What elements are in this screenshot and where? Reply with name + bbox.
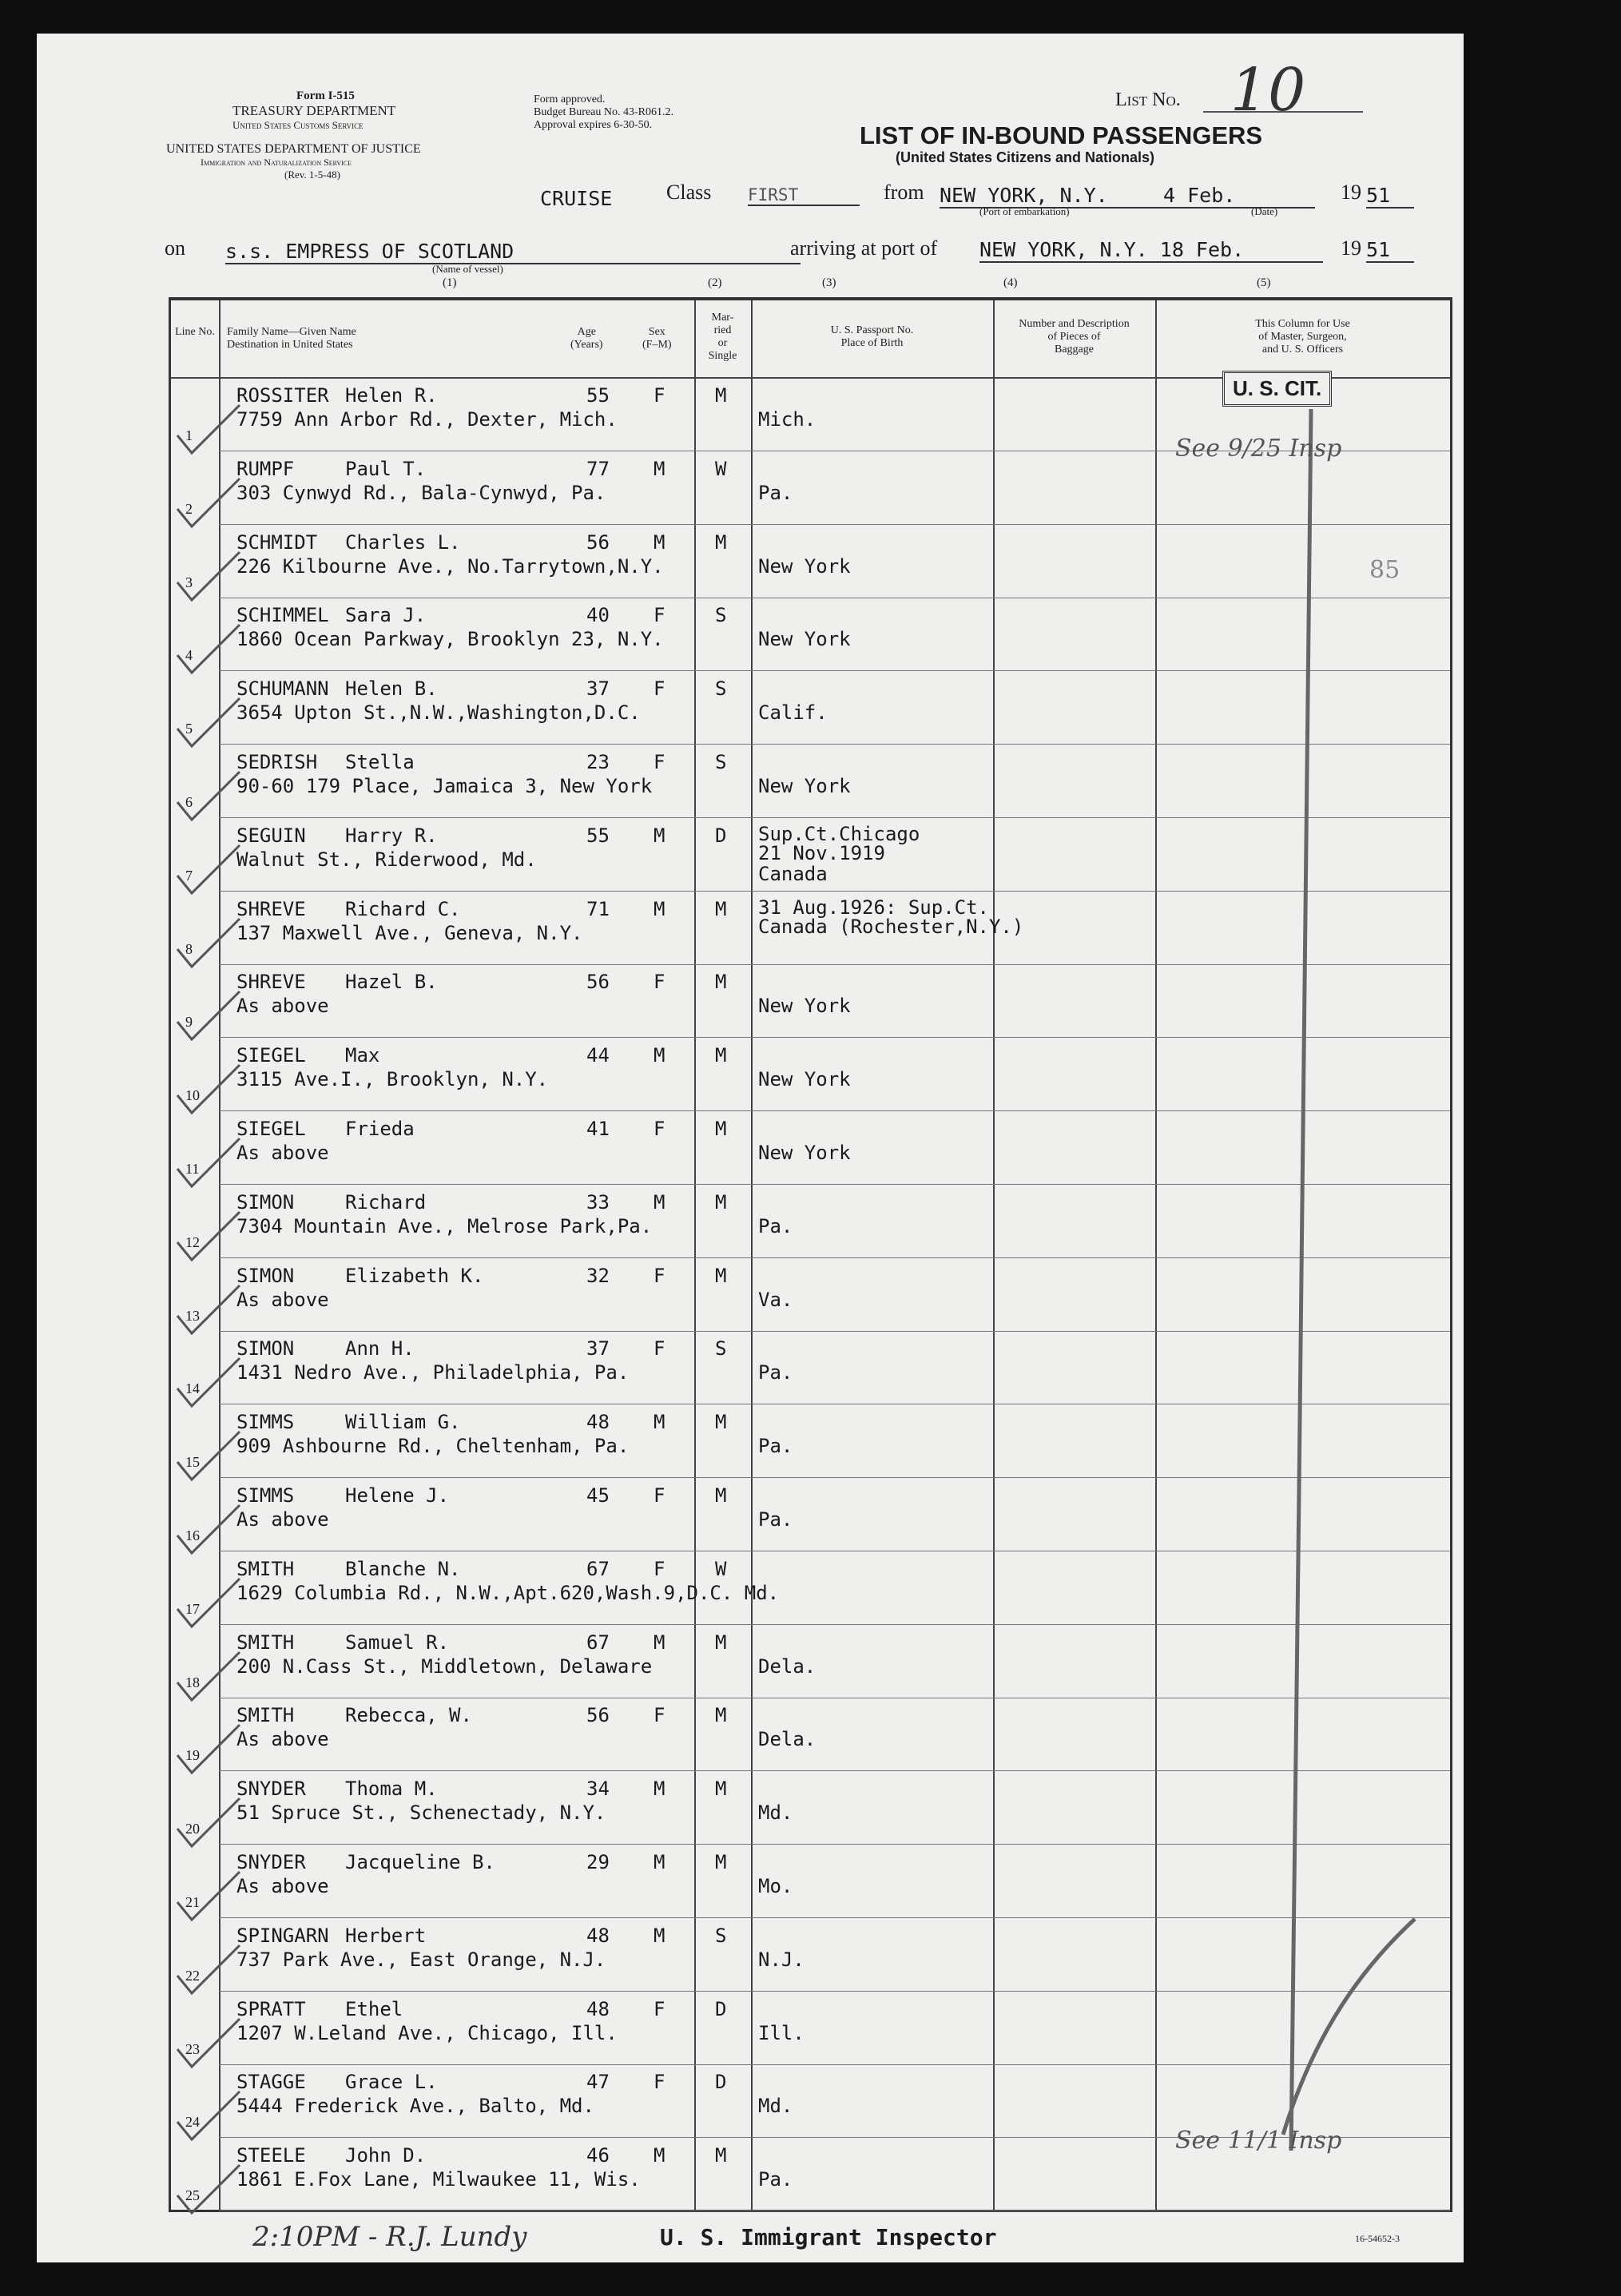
age: 46 (586, 2144, 610, 2167)
destination-address: As above (236, 995, 329, 1018)
ins-service: Immigration and Naturalization Service (201, 157, 352, 168)
destination-address: 1207 W.Leland Ave., Chicago, Ill. (236, 2021, 618, 2044)
destination-address: 90-60 179 Place, Jamaica 3, New York (236, 775, 653, 797)
passport-line-2: Mich. (758, 408, 816, 431)
revision: (Rev. 1-5-48) (284, 169, 340, 181)
check-mark (174, 1428, 246, 1484)
sex: M (654, 530, 665, 554)
age: 44 (586, 1044, 610, 1067)
destination-address: 1861 E.Fox Lane, Milwaukee 11, Wis. (236, 2168, 641, 2191)
check-mark (174, 1135, 246, 1191)
destination-address: 226 Kilbourne Ave., No.Tarrytown,N.Y. (236, 554, 664, 578)
check-mark (174, 1062, 246, 1118)
check-mark (174, 475, 246, 531)
family-name: SMITH (236, 1557, 295, 1580)
sex: M (654, 897, 665, 920)
form-code: 16-54652-3 (1355, 2233, 1400, 2244)
line-number: 5 (185, 721, 193, 737)
destination-address: 1431 Nedro Ave., Philadelphia, Pa. (236, 1361, 630, 1384)
given-name: Blanche N. (345, 1557, 461, 1580)
passport-line-2: New York (758, 995, 851, 1018)
family-name: RUMPF (236, 457, 295, 480)
passport-line-2: Dela. (758, 1728, 816, 1751)
line-number: 19 (185, 1747, 200, 1764)
family-name: SMITH (236, 1704, 295, 1727)
pencil-mark-svg (1155, 377, 1450, 2207)
inspector-title: U. S. Immigrant Inspector (660, 2224, 997, 2250)
check-mark (174, 2016, 246, 2072)
passenger-table (169, 297, 1452, 2212)
header-line-no: Line No. (175, 326, 215, 338)
sex: F (654, 1118, 665, 1140)
age: 56 (586, 971, 610, 994)
line-number: 6 (185, 794, 193, 810)
family-name: SIMMS (236, 1411, 295, 1434)
arriving-port: NEW YORK, N.Y. 18 Feb. (979, 238, 1323, 263)
family-name: SCHMIDT (236, 530, 318, 554)
line-number: 17 (185, 1600, 200, 1617)
age: 47 (586, 2071, 610, 2094)
marital-status: M (715, 1264, 727, 1287)
arr-year-prefix: 19 (1341, 236, 1361, 260)
given-name: Grace L. (345, 2071, 438, 2094)
destination-address: 737 Park Ave., East Orange, N.J. (236, 1948, 606, 1971)
marital-status: M (715, 384, 727, 407)
age: 67 (586, 1631, 610, 1654)
sex: M (654, 1778, 665, 1801)
justice-dept: UNITED STATES DEPARTMENT OF JUSTICE (166, 142, 421, 156)
destination-address: 909 Ashbourne Rd., Cheltenham, Pa. (236, 1435, 630, 1458)
passport-line-2: Pa. (758, 1435, 793, 1458)
check-mark (174, 1209, 246, 1265)
hand-note-bottom: See 11/1 Insp (1175, 2127, 1342, 2155)
family-name: SIEGEL (236, 1044, 306, 1067)
line-number: 3 (185, 574, 193, 590)
age: 32 (586, 1264, 610, 1287)
marital-status: S (715, 604, 727, 627)
given-name: Elizabeth K. (345, 1264, 484, 1287)
destination-address: 7759 Ann Arbor Rd., Dexter, Mich. (236, 408, 618, 431)
age: 48 (586, 1411, 610, 1434)
check-mark (174, 549, 246, 605)
destination-address: 51 Spruce St., Schenectady, N.Y. (236, 1801, 606, 1825)
sex: F (654, 1264, 665, 1287)
age: 37 (586, 1337, 610, 1361)
given-name: Richard C. (345, 897, 461, 920)
check-mark (174, 1722, 246, 1778)
sex: M (654, 457, 665, 480)
marital-status: D (715, 1997, 727, 2020)
marital-status: M (715, 971, 727, 994)
family-name: SNYDER (236, 1851, 306, 1873)
destination-address: 200 N.Cass St., Middletown, Delaware (236, 1654, 653, 1678)
given-name: William G. (345, 1411, 461, 1434)
sex: F (654, 604, 665, 627)
marital-status: S (715, 1337, 727, 1361)
sex: F (654, 751, 665, 773)
destination-address: As above (236, 1508, 329, 1531)
hand-note-top: See 9/25 Insp (1175, 435, 1342, 463)
col-num-1: (1) (443, 276, 457, 289)
header-married: Mar- ried or Single (708, 312, 737, 362)
passport-line-1: 31 Aug.1926: Sup.Ct. (758, 896, 989, 919)
manifest-page (37, 34, 1464, 2262)
cruise-mark: CRUISE (540, 187, 613, 210)
passport-line-2: Md. (758, 1801, 793, 1825)
family-name: SCHIMMEL (236, 604, 329, 627)
line-number: 12 (185, 1233, 200, 1250)
age: 33 (586, 1190, 610, 1214)
destination-address: 3115 Ave.I., Brooklyn, N.Y. (236, 1068, 549, 1091)
sex: M (654, 1411, 665, 1434)
arr-year: 51 (1366, 238, 1414, 263)
passport-line-2: Pa. (758, 1361, 793, 1384)
from-port: NEW YORK, N.Y. (940, 184, 1108, 207)
line-number: 16 (185, 1527, 200, 1543)
line-number: 2 (185, 500, 193, 517)
marital-status: M (715, 897, 727, 920)
marital-status: M (715, 1484, 727, 1507)
sex: M (654, 824, 665, 847)
check-mark (174, 1649, 246, 1705)
line-number: 20 (185, 1821, 200, 1837)
sex: M (654, 1190, 665, 1214)
sex: F (654, 2071, 665, 2094)
sex: M (654, 1631, 665, 1654)
check-mark (174, 1575, 246, 1631)
passport-line-2: Va. (758, 1288, 793, 1311)
age: 23 (586, 751, 610, 773)
check-mark (174, 2162, 246, 2218)
sex: F (654, 971, 665, 994)
family-name: SPINGARN (236, 1924, 329, 1947)
passport-line-2: New York (758, 628, 851, 651)
port-caption: (Port of embarkation) (979, 205, 1070, 217)
passport-line-2: Pa. (758, 2168, 793, 2191)
line-number: 9 (185, 1014, 193, 1031)
destination-address: As above (236, 1142, 329, 1164)
destination-address: 137 Maxwell Ave., Geneva, N.Y. (236, 921, 583, 944)
passport-line-2: New York (758, 1068, 851, 1091)
family-name: SHREVE (236, 971, 306, 994)
marital-status: W (715, 1557, 727, 1580)
sex: M (654, 1044, 665, 1067)
from-year: 51 (1366, 184, 1414, 209)
family-name: SNYDER (236, 1778, 306, 1801)
given-name: Sara J. (345, 604, 427, 627)
age: 29 (586, 1851, 610, 1873)
age: 34 (586, 1778, 610, 1801)
from-date: 4 Feb. (1099, 184, 1315, 209)
class-label: Class (666, 181, 712, 204)
age: 45 (586, 1484, 610, 1507)
header-officers: This Column for Use of Master, Surgeon, and U. S. Officers (1255, 318, 1350, 356)
line-number: 8 (185, 940, 193, 957)
col-num-5: (5) (1257, 276, 1271, 289)
check-mark (174, 695, 246, 751)
given-name: Max (345, 1044, 380, 1067)
passport-line-2: Mo. (758, 1875, 793, 1897)
marital-status: D (715, 824, 727, 847)
list-no-line (1203, 111, 1363, 113)
check-mark (174, 402, 246, 458)
destination-address: 5444 Frederick Ave., Balto, Md. (236, 2095, 594, 2118)
check-mark (174, 916, 246, 971)
family-name: SIEGEL (236, 1118, 306, 1140)
approval-1: Form approved. (534, 93, 606, 105)
sex: F (654, 1997, 665, 2020)
given-name: Thoma M. (345, 1778, 438, 1801)
destination-address: As above (236, 1288, 329, 1311)
family-name: SEGUIN (236, 824, 306, 847)
given-name: Harry R. (345, 824, 438, 847)
passport-line-2: Pa. (758, 1214, 793, 1237)
sex: F (654, 1704, 665, 1727)
sex: F (654, 1484, 665, 1507)
marital-status: M (715, 2144, 727, 2167)
given-name: Hazel B. (345, 971, 438, 994)
passport-line-2: New York (758, 1142, 851, 1164)
given-name: Charles L. (345, 530, 461, 554)
given-name: Paul T. (345, 457, 427, 480)
form-number: Form I-515 (296, 89, 355, 102)
age: 48 (586, 1924, 610, 1947)
destination-address: 1860 Ocean Parkway, Brooklyn 23, N.Y. (236, 628, 664, 651)
family-name: SPRATT (236, 1997, 306, 2020)
destination-address: Walnut St., Riderwood, Md. (236, 848, 537, 871)
age: 37 (586, 677, 610, 701)
age: 71 (586, 897, 610, 920)
family-name: SMITH (236, 1631, 295, 1654)
header-sex: Sex (F–M) (642, 326, 672, 351)
line-number: 24 (185, 2114, 200, 2131)
vessel-name: s.s. EMPRESS OF SCOTLAND (225, 240, 801, 264)
date-caption: (Date) (1251, 205, 1278, 217)
check-mark (174, 1942, 246, 1998)
age: 40 (586, 604, 610, 627)
check-mark (174, 1502, 246, 1558)
passport-line-1: Sup.Ct.Chicago (758, 822, 920, 845)
given-name: Helen B. (345, 677, 438, 701)
inspector-signature: 2:10PM - R.J. Lundy (252, 2221, 527, 2253)
check-mark (174, 1795, 246, 1851)
family-name: SHREVE (236, 897, 306, 920)
col-num-3: (3) (822, 276, 836, 289)
vessel-caption: (Name of vessel) (432, 263, 503, 275)
line-number: 13 (185, 1307, 200, 1324)
family-name: SIMON (236, 1264, 295, 1287)
family-name: STEELE (236, 2144, 306, 2167)
family-name: SEDRISH (236, 751, 318, 773)
destination-address: 7304 Mountain Ave., Melrose Park,Pa. (236, 1214, 653, 1237)
passport-line-2: 21 Nov.1919 (758, 841, 885, 864)
line-number: 23 (185, 2040, 200, 2057)
sex: M (654, 1851, 665, 1873)
marital-status: M (715, 1851, 727, 1873)
destination-address: As above (236, 1728, 329, 1751)
given-name: Jacqueline B. (345, 1851, 495, 1873)
family-name: SIMON (236, 1337, 295, 1361)
col-num-2: (2) (708, 276, 722, 289)
age: 56 (586, 1704, 610, 1727)
age: 55 (586, 384, 610, 407)
age: 55 (586, 824, 610, 847)
line-number: 10 (185, 1087, 200, 1104)
arriving-label: arriving at port of (790, 236, 938, 260)
check-mark (174, 2088, 246, 2144)
page-title: LIST OF IN-BOUND PASSENGERS (860, 121, 1263, 149)
line-number: 22 (185, 1967, 200, 1984)
line-number: 25 (185, 2187, 200, 2204)
treasury-dept: TREASURY DEPARTMENT (232, 103, 396, 118)
approval-2: Budget Bureau No. 43-R061.2. (534, 106, 673, 118)
line-number: 21 (185, 1894, 200, 1910)
destination-address: 303 Cynwyd Rd., Bala-Cynwyd, Pa. (236, 481, 606, 504)
line-number: 18 (185, 1674, 200, 1690)
passport-line-2: Calif. (758, 701, 828, 725)
on-label: on (165, 236, 185, 260)
given-name: John D. (345, 2144, 427, 2167)
check-mark (174, 1282, 246, 1338)
passport-line-2: New York (758, 554, 851, 578)
sex: F (654, 384, 665, 407)
page-subtitle: (United States Citizens and Nationals) (896, 149, 1155, 165)
destination-address: 1629 Columbia Rd., N.W.,Apt.620,Wash.9,D.C. Md. (236, 1581, 780, 1604)
destination-address: As above (236, 1875, 329, 1897)
given-name: Helene J. (345, 1484, 450, 1507)
passport-line-2: N.J. (758, 1948, 805, 1971)
col-num-4: (4) (1003, 276, 1018, 289)
given-name: Ethel (345, 1997, 403, 2020)
header-passport: U. S. Passport No. Place of Birth (830, 324, 914, 349)
approval-3: Approval expires 6-30-50. (534, 119, 653, 131)
given-name: Herbert (345, 1924, 427, 1947)
line-number: 15 (185, 1454, 200, 1471)
age: 56 (586, 530, 610, 554)
age: 67 (586, 1557, 610, 1580)
margin-note: 85 (1369, 556, 1400, 584)
marital-status: S (715, 1924, 727, 1947)
family-name: SIMON (236, 1190, 295, 1214)
passport-line-2: Dela. (758, 1654, 816, 1678)
marital-status: M (715, 1631, 727, 1654)
sex: M (654, 2144, 665, 2167)
marital-status: M (715, 1704, 727, 1727)
sex: M (654, 1924, 665, 1947)
marital-status: M (715, 530, 727, 554)
sex: F (654, 1557, 665, 1580)
family-name: SIMMS (236, 1484, 295, 1507)
sex: F (654, 677, 665, 701)
marital-status: D (715, 2071, 727, 2094)
passport-line-2: Pa. (758, 481, 793, 504)
line-number: 1 (185, 427, 193, 443)
age: 48 (586, 1997, 610, 2020)
line-number: 14 (185, 1380, 200, 1397)
marital-status: S (715, 751, 727, 773)
check-mark (174, 769, 246, 824)
age: 77 (586, 457, 610, 480)
check-mark (174, 842, 246, 898)
list-no-label: List No. (1115, 89, 1181, 110)
destination-address: 3654 Upton St.,N.W.,Washington,D.C. (236, 701, 641, 725)
given-name: Richard (345, 1190, 427, 1214)
header-baggage: Number and Description of Pieces of Baggage (1019, 318, 1130, 356)
header-age: Age (Years) (570, 326, 603, 351)
check-mark (174, 1869, 246, 1925)
marital-status: M (715, 1044, 727, 1067)
given-name: Samuel R. (345, 1631, 450, 1654)
check-mark (174, 622, 246, 677)
line-number: 7 (185, 867, 193, 884)
passport-line-2: Ill. (758, 2021, 805, 2044)
sex: F (654, 1337, 665, 1361)
header-name: Family Name—Given Name Destination in United States (227, 326, 356, 351)
marital-status: M (715, 1411, 727, 1434)
family-name: ROSSITER (236, 384, 329, 407)
passport-line-2: Pa. (758, 1508, 793, 1531)
given-name: Ann H. (345, 1337, 415, 1361)
passport-line-2: Md. (758, 2095, 793, 2118)
line-number: 11 (185, 1161, 200, 1177)
line-number: 4 (185, 647, 193, 664)
marital-status: W (715, 457, 727, 480)
marital-status: M (715, 1778, 727, 1801)
passport-line-3: Canada (758, 862, 828, 885)
from-year-prefix: 19 (1341, 181, 1361, 204)
passport-line-2: Canada (Rochester,N.Y.) (758, 915, 1024, 938)
age: 41 (586, 1118, 610, 1140)
marital-status: M (715, 1190, 727, 1214)
marital-status: M (715, 1118, 727, 1140)
from-label: from (884, 181, 924, 204)
passport-line-2: New York (758, 775, 851, 797)
class-value: FIRST (748, 185, 860, 206)
marital-status: S (715, 677, 727, 701)
citizen-stamp: U. S. CIT. (1222, 371, 1332, 407)
customs-service: United States Customs Service (232, 119, 364, 131)
given-name: Helen R. (345, 384, 438, 407)
check-mark (174, 988, 246, 1044)
given-name: Rebecca, W. (345, 1704, 472, 1727)
check-mark (174, 1355, 246, 1411)
list-no-value: 10 (1230, 56, 1306, 125)
given-name: Frieda (345, 1118, 415, 1140)
given-name: Stella (345, 751, 415, 773)
family-name: STAGGE (236, 2071, 306, 2094)
family-name: SCHUMANN (236, 677, 329, 701)
